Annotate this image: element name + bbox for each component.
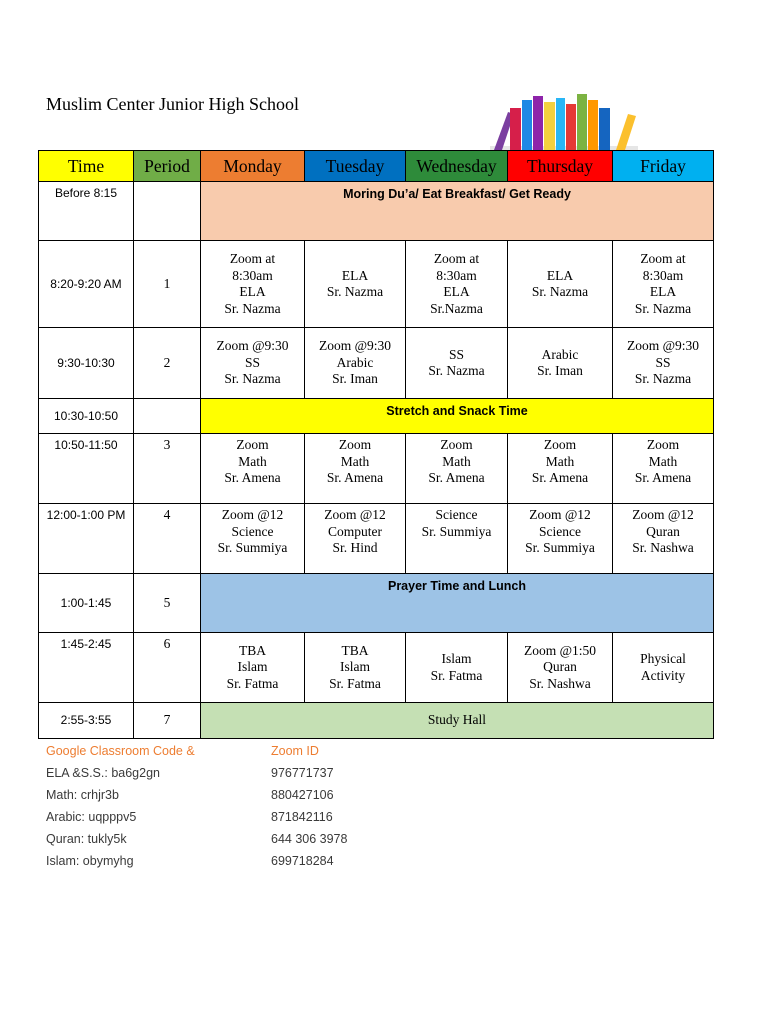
- period-cell: 4: [134, 504, 201, 574]
- class-cell-tuesday: Zoom @9:30 Arabic Sr. Iman: [305, 328, 406, 399]
- class-cell-wednesday: Islam Sr. Fatma: [406, 633, 508, 703]
- table-row: [39, 574, 714, 633]
- table-row: [39, 434, 714, 504]
- period-cell: [134, 182, 201, 241]
- period-cell: 3: [134, 434, 201, 504]
- zoom-id: 880427106: [271, 788, 334, 802]
- header-row: [39, 151, 714, 182]
- zoom-id: 976771737: [271, 766, 334, 780]
- header-time: Time: [39, 151, 134, 182]
- zoom-id: 871842116: [271, 810, 333, 824]
- schedule-table: [38, 150, 714, 739]
- class-cell-friday: Zoom @12 Quran Sr. Nashwa: [613, 504, 714, 574]
- header-monday: Monday: [201, 151, 305, 182]
- period-cell: 5: [134, 574, 201, 633]
- time-cell: 1:00-1:45: [39, 574, 134, 633]
- period-cell: 2: [134, 328, 201, 399]
- class-cell-tuesday: TBA Islam Sr. Fatma: [305, 633, 406, 703]
- time-cell: Before 8:15: [39, 182, 134, 241]
- morning-banner: Moring Du’a/ Eat Breakfast/ Get Ready: [201, 182, 714, 241]
- table-row: [39, 703, 714, 739]
- classroom-code: Quran: tukly5k: [46, 832, 127, 846]
- zoom-id: 644 306 3978: [271, 832, 348, 846]
- classroom-code: Math: crhjr3b: [46, 788, 119, 802]
- class-cell-tuesday: Zoom @12 Computer Sr. Hind: [305, 504, 406, 574]
- page-title: Muslim Center Junior High School: [46, 94, 299, 114]
- class-cell-thursday: Zoom Math Sr. Amena: [508, 434, 613, 504]
- class-cell-friday: Zoom Math Sr. Amena: [613, 434, 714, 504]
- zoom-heading: Zoom ID: [271, 744, 319, 758]
- class-cell-wednesday: Zoom at 8:30am ELA Sr.Nazma: [406, 241, 508, 328]
- class-cell-friday: Zoom @9:30 SS Sr. Nazma: [613, 328, 714, 399]
- time-cell: 2:55-3:55: [39, 703, 134, 739]
- classroom-code: ELA &S.S.: ba6g2gn: [46, 766, 160, 780]
- table-row: [39, 504, 714, 574]
- class-cell-monday: Zoom @9:30 SS Sr. Nazma: [201, 328, 305, 399]
- class-cell-thursday: ELA Sr. Nazma: [508, 241, 613, 328]
- header-thursday: Thursday: [508, 151, 613, 182]
- header-tuesday: Tuesday: [305, 151, 406, 182]
- classroom-code: Islam: obymyhg: [46, 854, 134, 868]
- period-cell: 7: [134, 703, 201, 739]
- class-cell-wednesday: SS Sr. Nazma: [406, 328, 508, 399]
- period-cell: 1: [134, 241, 201, 328]
- class-cell-monday: TBA Islam Sr. Fatma: [201, 633, 305, 703]
- header-wednesday: Wednesday: [406, 151, 508, 182]
- table-row: [39, 328, 714, 399]
- period-cell: 6: [134, 633, 201, 703]
- classroom-code: Arabic: uqpppv5: [46, 810, 137, 824]
- class-cell-friday: Zoom at 8:30am ELA Sr. Nazma: [613, 241, 714, 328]
- stretch-banner: Stretch and Snack Time: [201, 399, 714, 434]
- class-cell-wednesday: Science Sr. Summiya: [406, 504, 508, 574]
- codes-heading: Google Classroom Code &: [46, 744, 195, 758]
- class-cell-monday: Zoom Math Sr. Amena: [201, 434, 305, 504]
- period-cell: [134, 399, 201, 434]
- class-cell-thursday: Arabic Sr. Iman: [508, 328, 613, 399]
- time-cell: 1:45-2:45: [39, 633, 134, 703]
- study-hall-banner: Study Hall: [201, 703, 714, 739]
- lunch-banner: Prayer Time and Lunch: [201, 574, 714, 633]
- zoom-id: 699718284: [271, 854, 334, 868]
- table-row: [39, 241, 714, 328]
- table-row: [39, 633, 714, 703]
- time-cell: 9:30-10:30: [39, 328, 134, 399]
- time-cell: 10:50-11:50: [39, 434, 134, 504]
- class-cell-friday: Physical Activity: [613, 633, 714, 703]
- time-cell: 8:20-9:20 AM: [39, 241, 134, 328]
- class-cell-monday: Zoom at 8:30am ELA Sr. Nazma: [201, 241, 305, 328]
- class-cell-monday: Zoom @12 Science Sr. Summiya: [201, 504, 305, 574]
- class-cell-tuesday: Zoom Math Sr. Amena: [305, 434, 406, 504]
- table-row: [39, 399, 714, 434]
- header-period: Period: [134, 151, 201, 182]
- header-friday: Friday: [613, 151, 714, 182]
- time-cell: 12:00-1:00 PM: [39, 504, 134, 574]
- class-cell-thursday: Zoom @1:50 Quran Sr. Nashwa: [508, 633, 613, 703]
- class-cell-wednesday: Zoom Math Sr. Amena: [406, 434, 508, 504]
- books-illustration: [488, 94, 648, 152]
- time-cell: 10:30-10:50: [39, 399, 134, 434]
- class-cell-tuesday: ELA Sr. Nazma: [305, 241, 406, 328]
- table-row: [39, 182, 714, 241]
- class-cell-thursday: Zoom @12 Science Sr. Summiya: [508, 504, 613, 574]
